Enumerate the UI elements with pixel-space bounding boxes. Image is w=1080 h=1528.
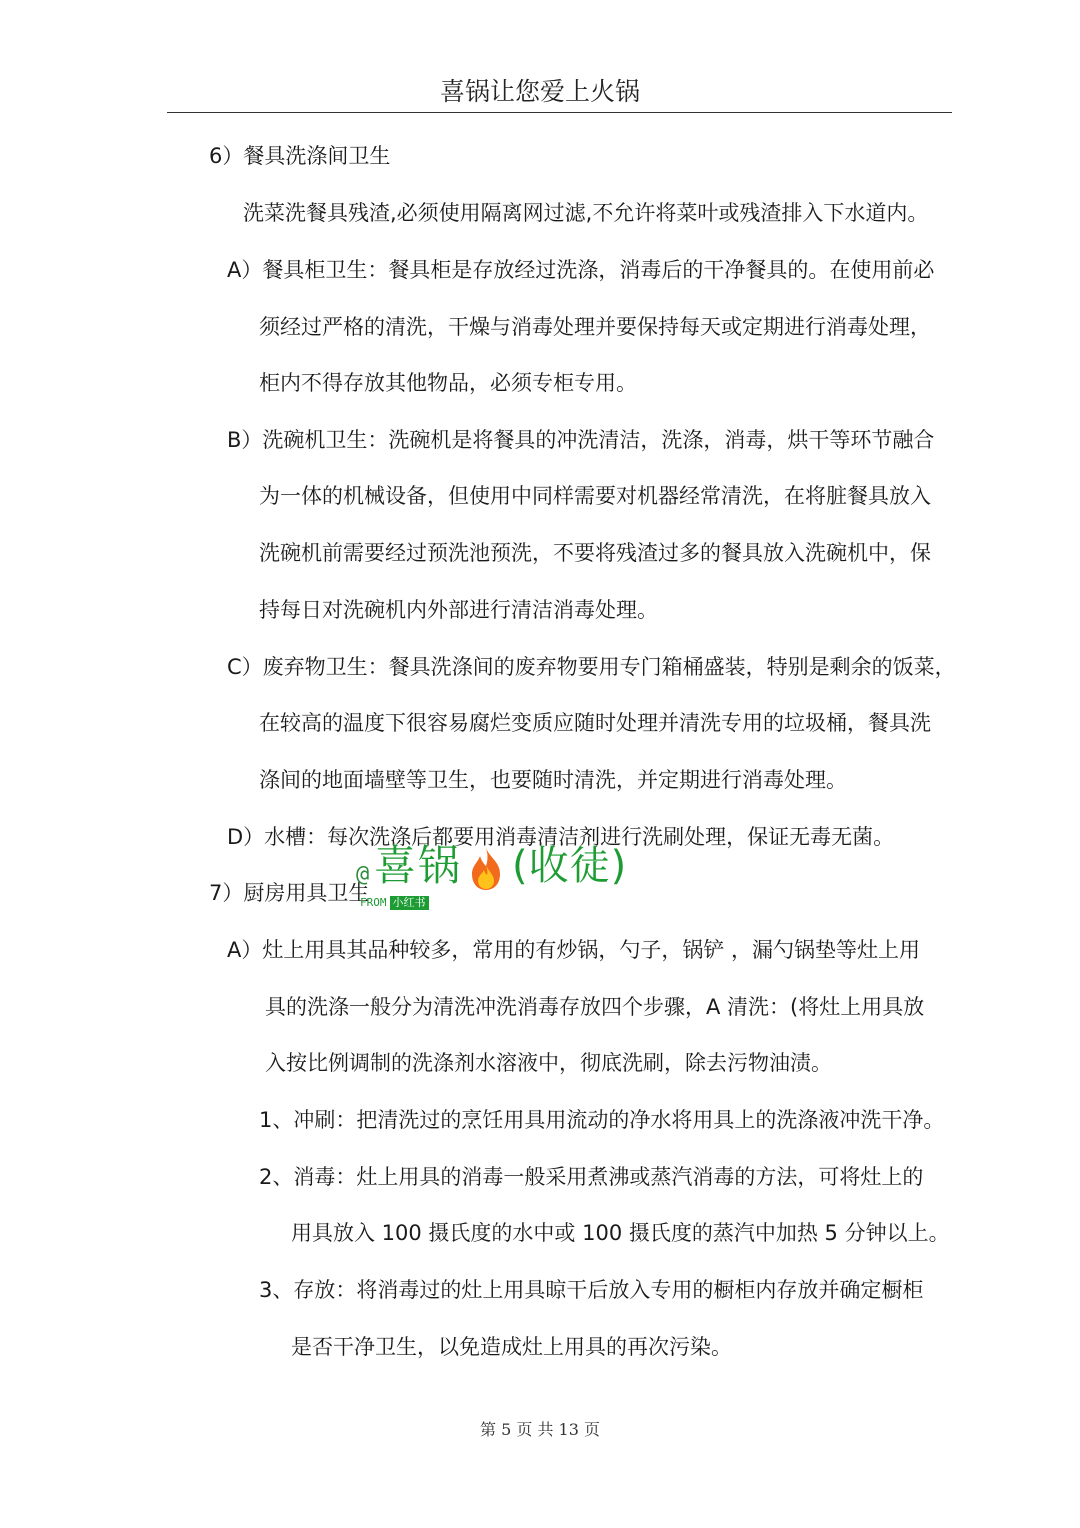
step-3-line: 是否干净卫生，以免造成灶上用具的再次污染。 (291, 1335, 732, 1359)
item-a-line: 须经过严格的清洗，干燥与消毒处理并要保持每天或定期进行消毒处理， (259, 315, 931, 339)
item-a-line: 柜内不得存放其他物品，必须专柜专用。 (259, 371, 637, 395)
watermark-source (360, 896, 429, 910)
item-c-line: C）废弃物卫生：餐具洗涤间的废弃物要用专门箱桶盛装，特别是剩余的饭菜， (227, 655, 956, 679)
item-d-line: D）水槽：每次洗涤后都要用消毒清洁剂进行洗刷处理，保证无毒无菌。 (227, 825, 895, 849)
page-header-title: 喜锅让您爱上火锅 (439, 77, 640, 106)
item-7a-line: A）灶上用具其品种较多，常用的有炒锅，勺子，锅铲 ，漏勺锅垫等灶上用 (227, 938, 921, 962)
watermark-tag: (收徒) (512, 843, 628, 889)
header-divider (167, 112, 952, 113)
item-c-line: 涤间的地面墙壁等卫生，也要随时清洗，并定期进行消毒处理。 (259, 768, 847, 792)
flame-icon (466, 846, 506, 892)
item-a-line: A）餐具柜卫生：餐具柜是存放经过洗涤，消毒后的干净餐具的。在使用前必 (227, 258, 935, 282)
watermark-from-label: FROM (360, 896, 387, 909)
page-footer: 第 5 页 共 13 页 (480, 1420, 600, 1439)
paragraph-line: 洗菜洗餐具残渣,必须使用隔离网过滤,不允许将菜叶或残渣排入下水道内。 (243, 201, 929, 225)
item-b-line: 洗碗机前需要经过预洗池预洗，不要将残渣过多的餐具放入洗碗机中，保 (259, 541, 931, 565)
step-2-line: 用具放入 100 摄氏度的水中或 100 摄氏度的蒸汽中加热 5 分钟以上。 (291, 1221, 950, 1245)
watermark-brand: 喜锅 (374, 841, 463, 890)
step-2-line: 2、消毒：灶上用具的消毒一般采用煮沸或蒸汽消毒的方法，可将灶上的 (259, 1165, 924, 1189)
item-7a-line: 具的洗涤一般分为清洗冲洗消毒存放四个步骤，A 清洗：(将灶上用具放 (265, 995, 925, 1019)
section-heading-7: 7）厨房用具卫生 (209, 881, 370, 905)
watermark-at: @ (356, 862, 370, 887)
item-b-line: 持每日对洗碗机内外部进行清洁消毒处理。 (259, 598, 658, 622)
step-3-line: 3、存放：将消毒过的灶上用具晾干后放入专用的橱柜内存放并确定橱柜 (259, 1278, 924, 1302)
item-7a-line: 入按比例调制的洗涤剂水溶液中，彻底洗刷，除去污物油渍。 (265, 1051, 832, 1075)
item-c-line: 在较高的温度下很容易腐烂变质应随时处理并清洗专用的垃圾桶，餐具洗 (259, 711, 931, 735)
section-heading-6: 6）餐具洗涤间卫生 (209, 144, 391, 168)
step-1-line: 1、冲刷：把清洗过的烹饪用具用流动的净水将用具上的洗涤液冲洗干净。 (259, 1108, 945, 1132)
item-b-line: 为一体的机械设备，但使用中同样需要对机器经常清洗，在将脏餐具放入 (259, 484, 931, 508)
item-b-line: B）洗碗机卫生：洗碗机是将餐具的冲洗清洁，洗涤，消毒，烘干等环节融合 (227, 428, 935, 452)
watermark (356, 840, 676, 912)
watermark-platform: 小红书 (390, 896, 429, 910)
